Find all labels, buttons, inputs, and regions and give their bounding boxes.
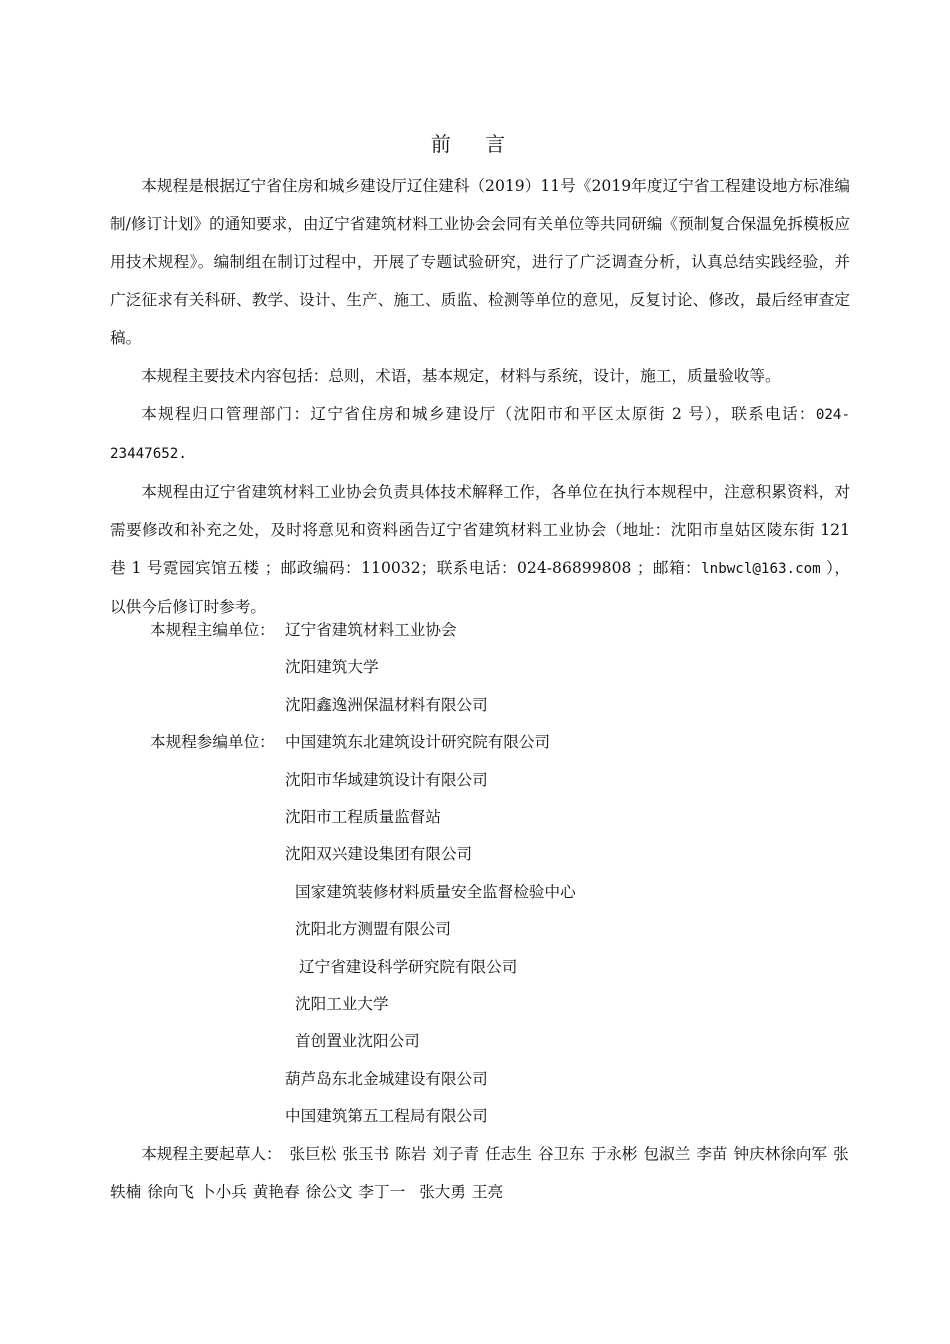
participating-unit-row — [110, 1098, 850, 1135]
drafter-name: 谷卫东 — [537, 1145, 585, 1163]
authority-text: 本规程归口管理部门：辽宁省住房和城乡建设厅（沈阳市和平区太原街 2 号），联系电话： — [141, 405, 816, 423]
chief-unit-row — [110, 687, 850, 724]
participating-unit-row — [110, 949, 850, 986]
contact-email: lnbwcl@163.com — [701, 561, 821, 577]
drafter-name: 徐公文 — [305, 1183, 353, 1201]
chief-unit-row — [110, 649, 850, 686]
participating-unit-row — [110, 836, 850, 873]
drafter-name: 徐向飞 — [147, 1183, 194, 1201]
drafters-paragraph — [110, 1135, 850, 1211]
chief-unit: 辽宁省建筑材料工业协会 — [285, 621, 457, 639]
chief-unit-row — [110, 612, 850, 649]
drafter-name: 张巨松 — [289, 1145, 337, 1163]
interpretation-text: 本规程由辽宁省建筑材料工业协会负责具体技术解释工作，各单位在执行本规程中，注意积累资料，对需要修改和补充之处，及时将意见和资料函告辽宁省建筑材料工业协会（地址：沈阳市皇姑区陵东街 121 巷 1 号霓园宾馆五楼 ；邮政编码：110032；联系电话：024-86899808 ；邮箱： — [110, 483, 850, 577]
drafter-name: 张轶楠 — [110, 1145, 849, 1201]
participating-unit-row — [110, 911, 850, 948]
paragraph-basis: 本规程是根据辽宁省住房和城乡建设厅辽住建科（2019）11号《2019年度辽宁省工程建设地方标准编制/修订计划》的通知要求，由辽宁省建筑材料工业协会会同有关单位等共同研编《预制复合保温免拆模板应用技术规程》。编制组在制订过程中，开展了专题试验研究，进行了广泛调查分析，认真总结实践经验，并广泛征求有关科研、教学、设计、生产、施工、质监、检测等单位的意见，反复讨论、修改，最后经审查定稿。 — [110, 177, 850, 347]
participating-unit: 沈阳市华域建筑设计有限公司 — [285, 770, 488, 789]
drafter-name: 王亮 — [471, 1183, 504, 1201]
drafter-name: 于永彬 — [590, 1145, 638, 1163]
participating-unit: 沈阳市工程质量监督站 — [285, 808, 441, 827]
participating-unit-row — [110, 724, 850, 761]
participating-unit: 国家建筑装修材料质量安全监督检验中心 — [295, 882, 576, 901]
drafter-name: 李苗 — [696, 1145, 728, 1163]
unit-list — [110, 612, 850, 1136]
drafter-name: 徐向军 — [780, 1145, 828, 1163]
chief-units-label: 本规程主编单位： — [150, 621, 275, 639]
preface-body — [110, 167, 850, 626]
drafter-name: 黄艳春 — [252, 1183, 300, 1201]
participating-unit-row — [110, 1023, 850, 1060]
drafter-name: 包淑兰 — [643, 1145, 691, 1163]
drafter-name: 陈岩 — [395, 1145, 427, 1163]
participating-unit-row — [110, 986, 850, 1023]
paragraph-interpretation — [110, 473, 850, 626]
drafter-name: 李丁一 — [358, 1183, 406, 1201]
participating-unit: 沈阳工业大学 — [295, 995, 389, 1014]
drafter-name: 任志生 — [485, 1145, 532, 1163]
interpretation-tail: ），以供今后修订时参考。 — [110, 559, 850, 616]
drafters-section — [110, 1135, 850, 1211]
participating-unit: 沈阳北方测盟有限公司 — [295, 920, 451, 939]
participating-unit: 辽宁省建设科学研究院有限公司 — [299, 957, 518, 976]
participating-unit-row — [110, 762, 850, 799]
participating-unit: 葫芦岛东北金城建设有限公司 — [285, 1069, 488, 1088]
participating-unit: 中国建筑第五工程局有限公司 — [285, 1107, 488, 1126]
participating-unit-row — [110, 1061, 850, 1098]
participating-unit: 中国建筑东北建筑设计研究院有限公司 — [285, 733, 551, 752]
paragraph-authority — [110, 395, 850, 473]
chief-unit: 沈阳建筑大学 — [285, 658, 379, 677]
participating-unit: 沈阳双兴建设集团有限公司 — [285, 845, 473, 864]
paragraph-contents: 本规程主要技术内容包括：总则，术语，基本规定，材料与系统，设计，施工，质量验收等。 — [141, 367, 781, 385]
participating-unit-row — [110, 874, 850, 911]
chief-unit: 沈阳鑫逸洲保温材料有限公司 — [285, 695, 488, 714]
drafter-name: 刘子青 — [432, 1145, 480, 1163]
participating-unit: 首创置业沈阳公司 — [295, 1032, 420, 1051]
page-title: 前 言 — [430, 132, 520, 156]
drafter-name: 张大勇 — [419, 1183, 466, 1201]
drafters-label: 本规程主要起草人： — [141, 1145, 282, 1163]
drafter-name: 钟庆林 — [733, 1145, 781, 1163]
participating-units-label: 本规程参编单位： — [150, 733, 275, 752]
drafter-name: 卜小兵 — [200, 1183, 247, 1201]
authority-phone: 024-23447652. — [110, 407, 850, 462]
drafter-name: 张玉书 — [342, 1145, 390, 1163]
participating-unit-row — [110, 799, 850, 836]
